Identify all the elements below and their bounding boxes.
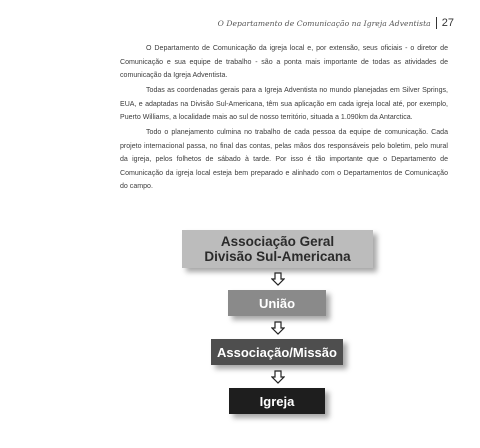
header-divider — [436, 17, 437, 29]
level-igreja-box — [229, 388, 325, 414]
header-title: O Departamento de Comunicação na Igreja Adventista — [217, 18, 431, 28]
paragraph-3: Todo o planejamento culmina no trabalho de cada pessoa da equipe de comunicação. Cada projeto internacional passa, no final das contas, pelas mãos dos responsáveis pelo boletim, pelo mural da igreja, pelos folhetos de sábado à tarde. Por isso é tão importante que o Departamento de Comunicação da igreja local esteja bem preparado e alinhado com o Departamentos de Comunicação do campo. — [120, 129, 448, 190]
level-associacao-geral-label: Associação Geral — [220, 234, 335, 249]
level-divisao-label: Divisão Sul-Americana — [204, 249, 351, 264]
paragraph-2: Todas as coordenadas gerais para a Igreja Adventista no mundo planejadas em Silver Springs, EUA, e adaptadas na Divisão Sul-Americana, têm sua aplicação em cada igreja local até, por exemplo, Puerto Williams, a localidade mais ao sul de nosso território, situada a 1.090km da Antarctica. — [120, 87, 448, 121]
down-arrow-icon — [271, 272, 285, 286]
level-associacao-geral-box — [182, 230, 373, 268]
level-associacao-missao-box — [211, 339, 343, 365]
level-igreja-label: Igreja — [259, 393, 295, 409]
page-number: 27 — [441, 17, 454, 29]
body-text — [120, 42, 448, 195]
running-header — [218, 17, 454, 29]
level-uniao-box — [228, 290, 326, 316]
down-arrow-icon — [271, 321, 285, 335]
down-arrow-icon — [271, 370, 285, 384]
paragraph-1: O Departamento de Comunicação da igreja local e, por extensão, seus oficiais - o diretor de Comunicação e sua equipe de trabalho - são a ponta mais importante de todas as atividades de comunicação da Igreja Adventista. — [120, 45, 448, 79]
level-uniao-label: União — [258, 295, 296, 311]
level-associacao-missao-label: Associação/Missão — [217, 344, 337, 360]
